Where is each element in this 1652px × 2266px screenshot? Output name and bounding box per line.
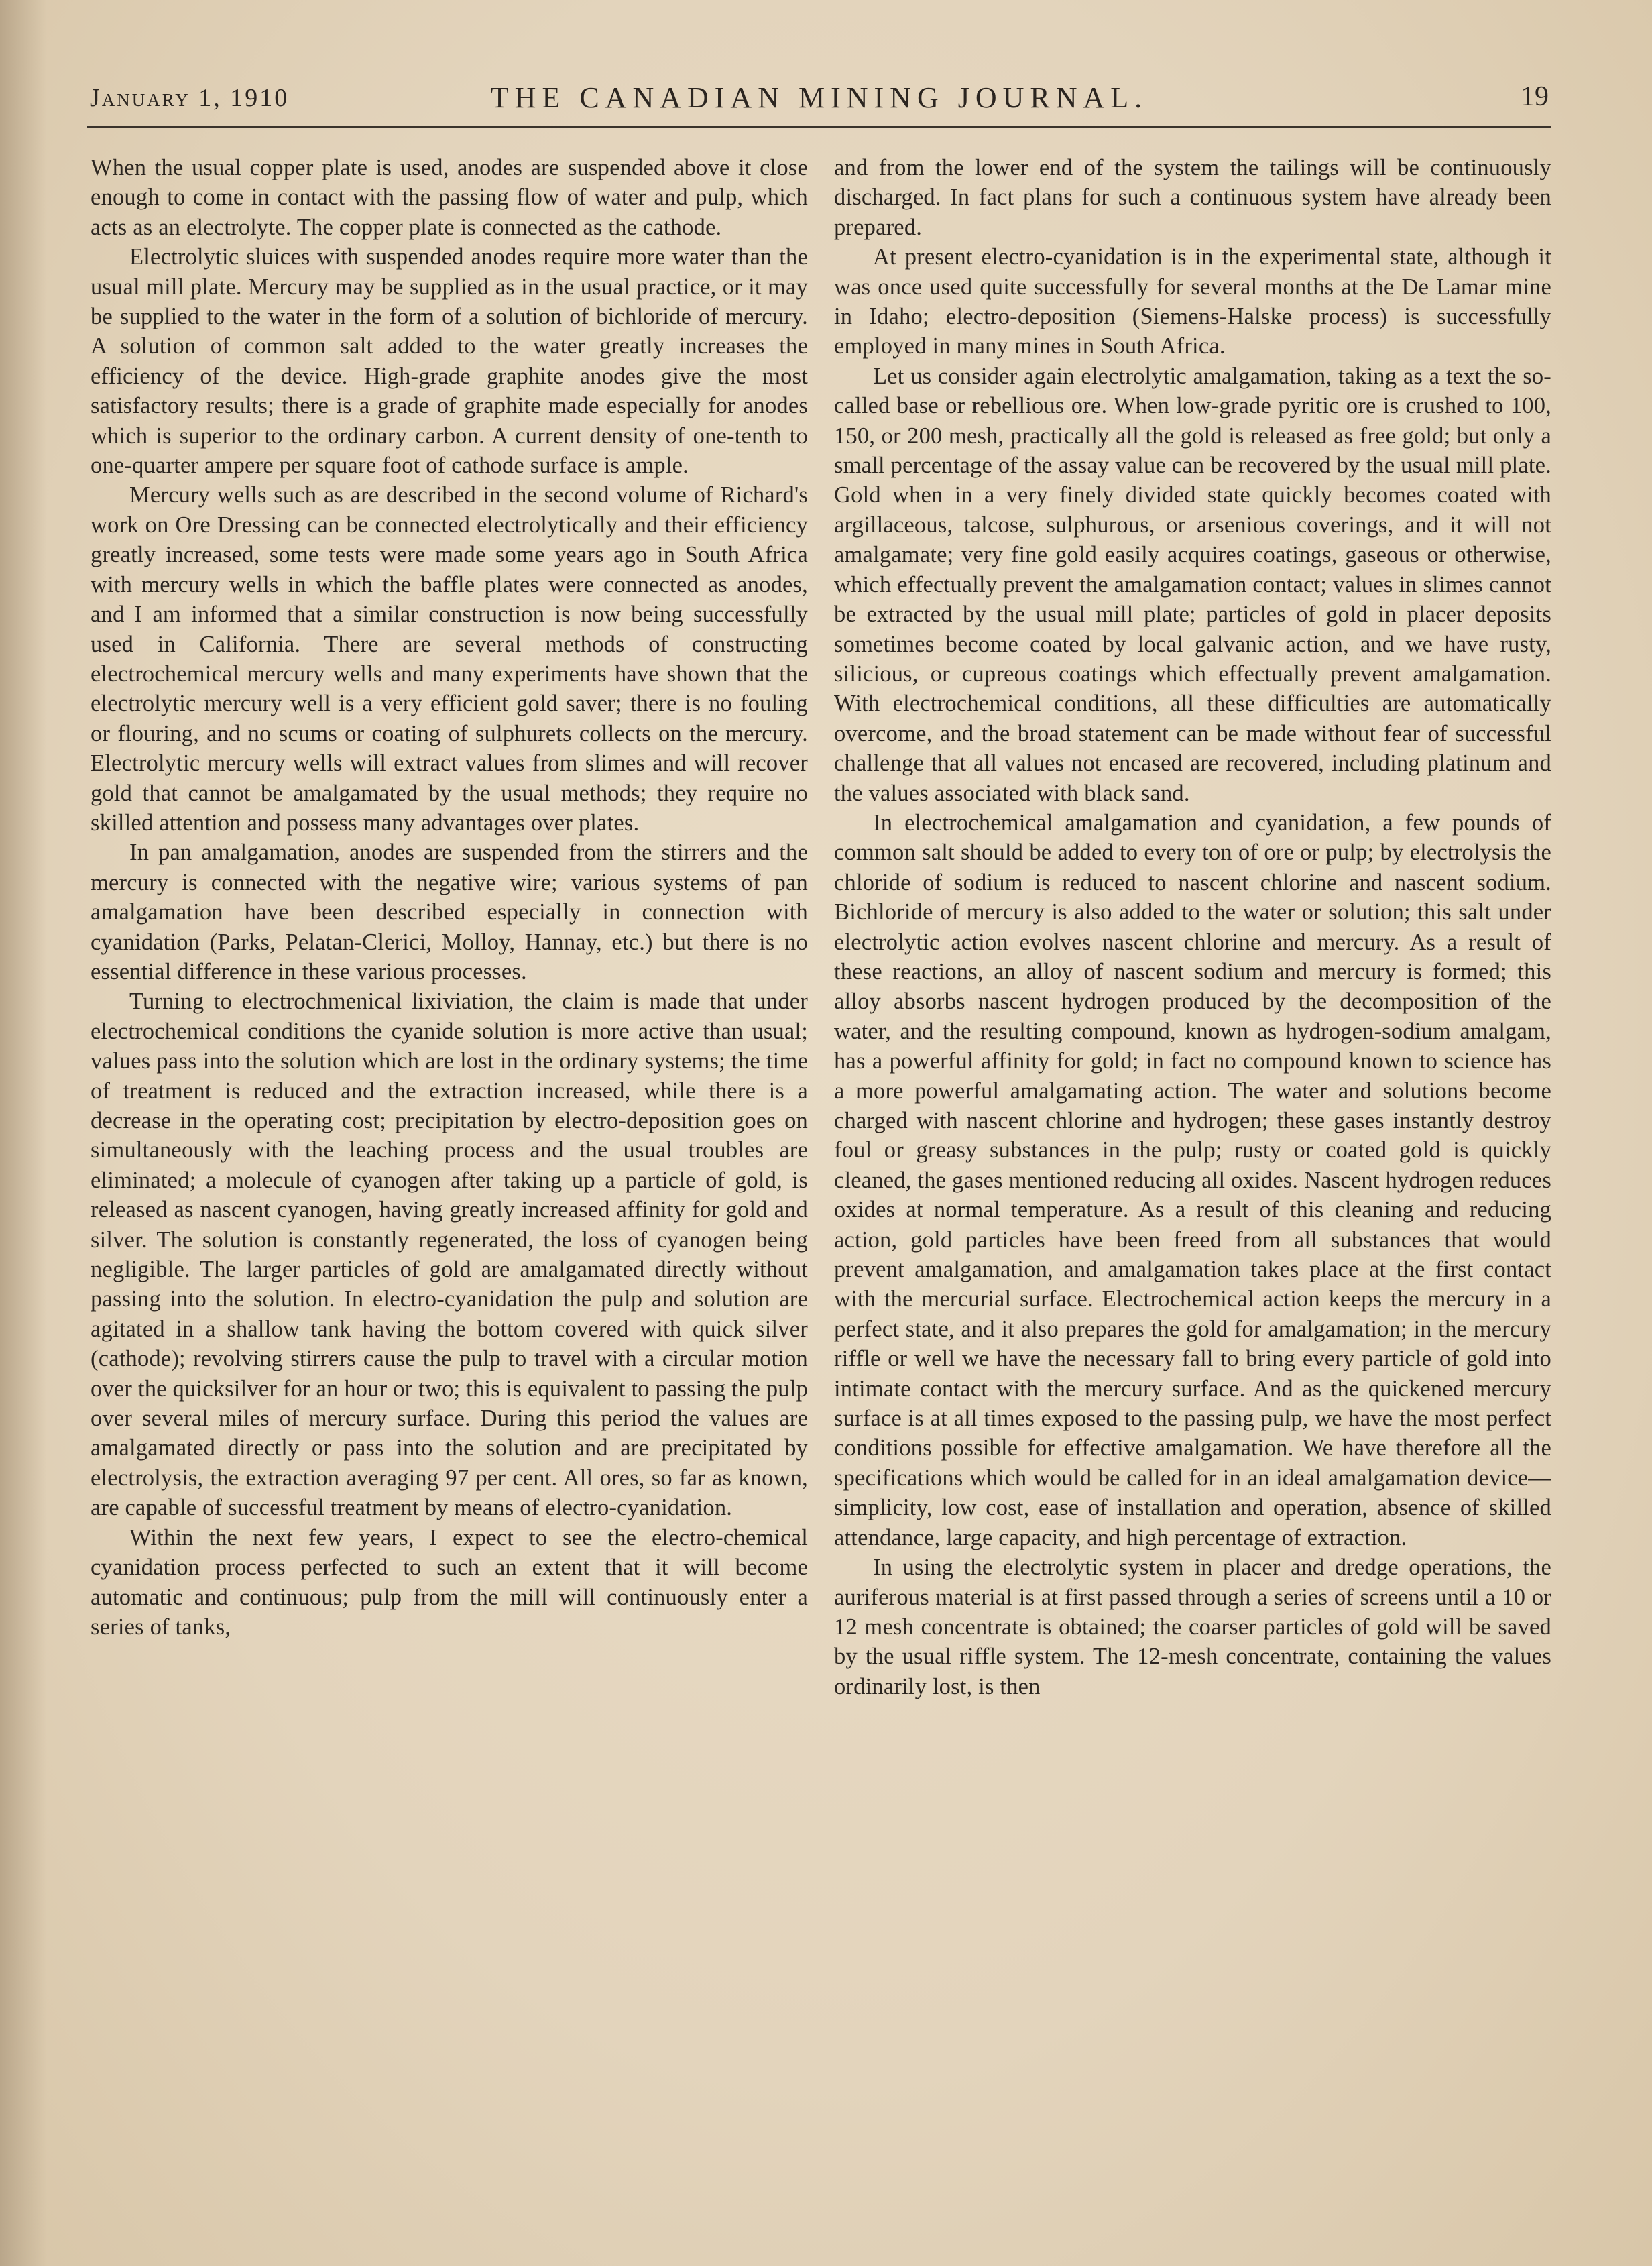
paragraph: Turning to electrochmenical lixiviation, the claim is made that under electrochemical conditions the cyanide solution is more active than usual; values pass into the solution which are lost in the ordinary systems; the time of treatment is reduced and the extraction increased, while there is a decrease in the operating cost; precipitation by electro-deposition goes on simultaneously with the leaching process and the usual troubles are eliminated; a molecule of cyanogen after taking up a particle of gold, is released as nascent cyanogen, having greatly increased affinity for gold and silver. The solution is constantly regenerated, the loss of cyanogen being negligible. The larger particles of gold are amalgamated directly without passing into the solution. In electro-cyanidation the pulp and solution are agitated in a shallow tank having the bottom covered with quick silver (cathode); revolving stirrers cause the pulp to travel with a circular motion over the quicksilver for an hour or two; this is equivalent to passing the pulp over several miles of mercury surface. During this period the values are amalgamated directly or pass into the solution and are precipitated by electrolysis, the extraction averaging 97 per cent. All ores, so far as known, are capable of successful treatment by means of electro-cyanidation. <box>91 988 808 1521</box>
paragraph: In electrochemical amalgamation and cyanidation, a few pounds of common salt should be added to every ton of ore or pulp; by electrolysis the chloride of sodium is reduced to nascent chlorine and nascent sodium. Bichloride of mercury is also added to the water or solution; this salt under electrolytic action evolves nascent chlorine and mercury. As a result of these reactions, an alloy of nascent sodium and mercury is formed; this alloy absorbs nascent hydrogen produced by the decomposition of the water, and the resulting compound, known as hydrogen-sodium amalgam, has a powerful affinity for gold; in fact no compound known to science has a more powerful amalgamating action. The water and solutions become charged with nascent chlorine and hydrogen; these gases instantly destroy foul or greasy substances in the pulp; rusty or coated gold is quickly cleaned, the gases mentioned reducing all oxides. Nascent hydrogen reduces oxides at normal temperature. As a result of this cleaning and reducing action, gold particles have been freed from all substances that would prevent amalgamation, and amalgamation takes place at the first contact with the mercurial surface. Electrochemical action keeps the mercury in a perfect state, and it also prepares the gold for amalgamation; in the mercury riffle or well we have the necessary fall to bring every particle of gold into intimate contact with the mercury surface. And as the quickened mercury surface is at all times exposed to the passing pulp, we have the most perfect conditions possible for effective amalgamation. We have therefore all the specifications which would be called for in an ideal amalgamation device—simplicity, low cost, ease of installation and operation, absence of skilled attendance, large capacity, and high percentage of extraction. <box>834 809 1551 1550</box>
paragraph: Electrolytic sluices with suspended anodes require more water than the usual mill plate. Mercury may be supplied as in the usual practice, or it may be supplied to the water in the form of a solution of bichloride of mercury. A solution of common salt added to the water greatly increases the efficiency of the device. High-grade graphite anodes give the most satisfactory results; there is a grade of graphite made especially for anodes which is superior to the ordinary carbon. A current density of one-tenth to one-quarter ampere per square foot of cathode surface is ample. <box>91 244 808 479</box>
paragraph: In pan amalgamation, anodes are suspended from the stirrers and the mercury is connected with the negative wire; various systems of pan amalgamation have been described especially in connection with cyanidation (Parks, Pelatan-Clerici, Molloy, Hannay, etc.) but there is no essential difference in these various processes. <box>91 840 808 984</box>
binding-shadow <box>0 0 47 2266</box>
paragraph: and from the lower end of the system the tailings will be continuously discharged. In fact plans for such a continuous system have already been prepared. <box>834 155 1551 240</box>
running-header <box>87 72 1551 128</box>
page-number: 19 <box>1521 81 1549 112</box>
header-date: January 1, 1910 <box>90 84 290 112</box>
paragraph: In using the electrolytic system in placer and dredge operations, the auriferous material is at first passed through a series of screens until a 10 or 12 mesh concentrate is obtained; the coarser particles of gold will be saved by the usual riffle system. The 12-mesh concentrate, containing the values ordinarily lost, is then <box>834 1554 1551 1699</box>
right-column <box>834 153 1551 2151</box>
paragraph: Let us consider again electrolytic amalgamation, taking as a text the so-called base or rebellious ore. When low-grade pyritic ore is crushed to 100, 150, or 200 mesh, practically all the gold is released as free gold; but only a small percentage of the assay value can be recovered by the usual mill plate. Gold when in a very finely divided state quickly becomes coated with argillaceous, talcose, sulphurous, or arsenious coverings, and it will not amalgamate; very fine gold easily acquires coatings, gaseous or otherwise, which effectually prevent the amalgamation contact; values in slimes cannot be extracted by the usual mill plate; particles of gold in placer deposits sometimes become coated by local galvanic action, and we have rusty, silicious, or cupreous coatings which effectually prevent amalgamation. With electrochemical conditions, all these difficulties are automatically overcome, and the broad statement can be made without fear of successful challenge that all values not encased are recovered, including platinum and the values associated with black sand. <box>834 363 1551 806</box>
paragraph: When the usual copper plate is used, anodes are suspended above it close enough to come in contact with the passing flow of water and pulp, which acts as an electrolyte. The copper plate is connected as the cathode. <box>91 155 808 240</box>
paragraph: At present electro-cyanidation is in the experimental state, although it was once used quite successfully for several months at the De Lamar mine in Idaho; electro-deposition (Siemens-Halske process) is successfully employed in many mines in South Africa. <box>834 244 1551 359</box>
paragraph: Within the next few years, I expect to see the electro-chemical cyanidation process perfected to such an extent that it will become automatic and continuous; pulp from the mill will continuously enter a series of tanks, <box>91 1524 808 1640</box>
journal-title: THE CANADIAN MINING JOURNAL. <box>490 81 1148 114</box>
left-column <box>91 153 808 2151</box>
paragraph: Mercury wells such as are described in the second volume of Richard's work on Ore Dressing can be connected electrolytically and their efficiency greatly increased, some tests were made some years ago in South Africa with mercury wells in which the baffle plates were connected as anodes, and I am informed that a similar construction is now being successfully used in California. There are several methods of constructing electrochemical mercury wells and many experiments have shown that the electrolytic mercury well is a very efficient gold saver; there is no fouling or flouring, and no scums or coating of sulphurets collects on the mercury. Electrolytic mercury wells will extract values from slimes and will recover gold that cannot be amalgamated by the usual methods; they require no skilled attention and possess many advantages over plates. <box>91 482 808 836</box>
